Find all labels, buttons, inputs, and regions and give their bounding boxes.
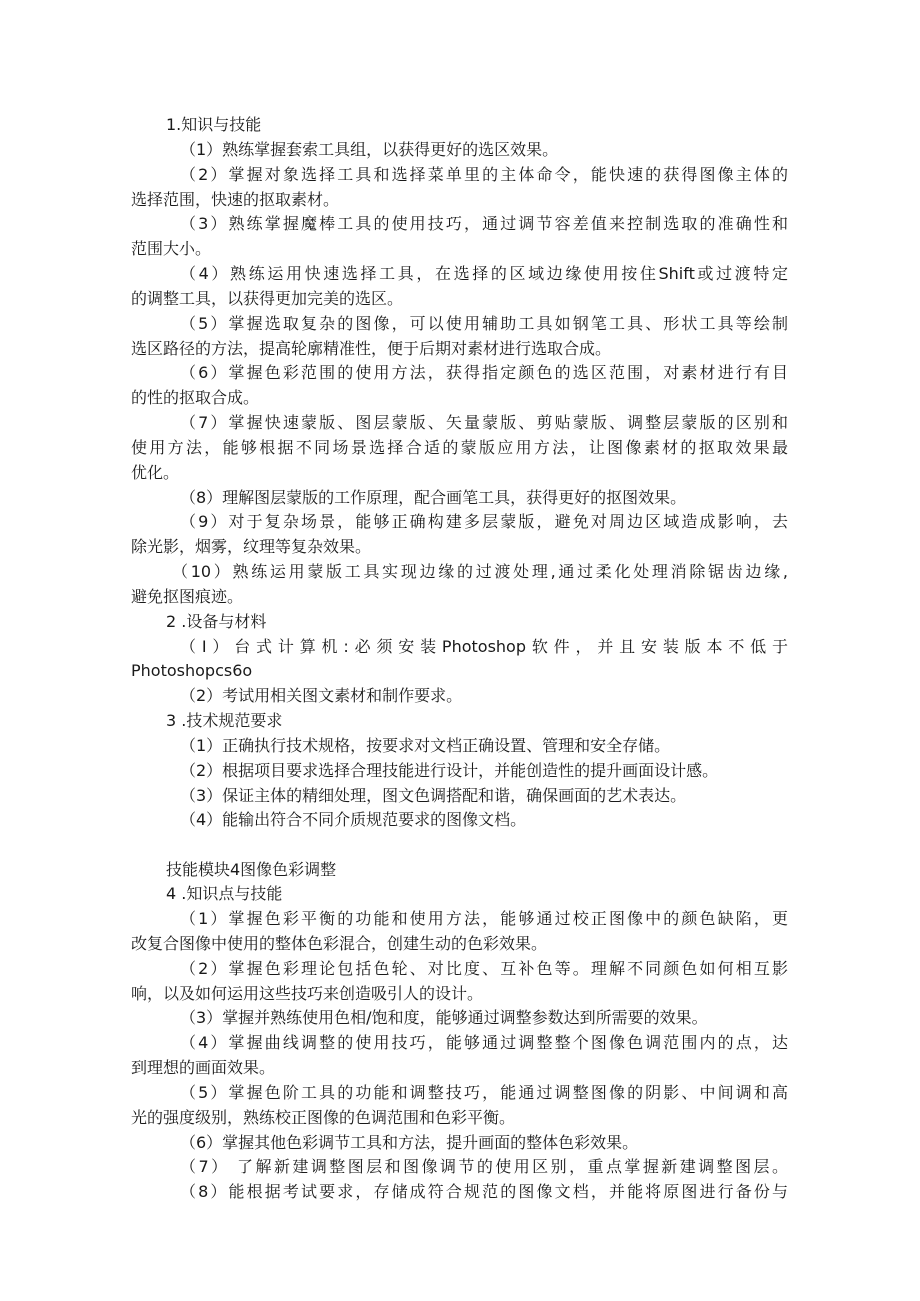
- paragraph-line: （1）掌握色彩平衡的功能和使用方法，能够通过校正图像中的颜色缺陷，更: [180, 909, 788, 928]
- heading-knowledge-points: 4 .知识点与技能: [166, 884, 283, 903]
- paragraph-line: 的调整工具，以获得更加完美的选区。: [131, 289, 404, 308]
- paragraph-line: （4）掌握曲线调整的使用技巧，能够通过调整整个图像色调范围内的点，达: [180, 1033, 788, 1052]
- paragraph-line: （2）考试用相关图文素材和制作要求。: [180, 686, 463, 705]
- paragraph-line: （1）正确执行技术规格，按要求对文档正确设置、管理和安全存储。: [180, 736, 671, 755]
- paragraph-line: （2）掌握色彩理论包括色轮、对比度、互补色等。理解不同颜色如何相互影: [180, 959, 788, 978]
- paragraph-line: （8）能根据考试要求，存储成符合规范的图像文档，并能将原图进行备份与: [180, 1182, 788, 1201]
- paragraph-line: 避免抠图痕迹。: [131, 587, 244, 606]
- heading-skill-module-4: 技能模块4图像色彩调整: [166, 860, 337, 879]
- paragraph-line: （6）掌握色彩范围的使用方法，获得指定颜色的选区范围，对素材进行有目: [180, 363, 788, 382]
- heading-knowledge-skills: 1.知识与技能: [166, 115, 262, 134]
- paragraph-line: 到理想的画面效果。: [131, 1058, 276, 1077]
- paragraph-line: 选区路径的方法，提高轮廓精准性，便于后期对素材进行选取合成。: [131, 339, 612, 358]
- paragraph-line: （1）熟练掌握套索工具组，以获得更好的选区效果。: [180, 140, 559, 159]
- heading-equipment-materials: 2 .设备与材料: [166, 612, 267, 631]
- paragraph-line: （3）掌握并熟练使用色相/饱和度，能够通过调整参数达到所需要的效果。: [180, 1008, 708, 1027]
- paragraph-line: （7） 了解新建调整图层和图像调节的使用区别，重点掌握新建调整图层。: [180, 1157, 788, 1176]
- paragraph-line: 选择范围，快速的抠取素材。: [131, 190, 340, 209]
- paragraph-line: 响，以及如何运用这些技巧来创造吸引人的设计。: [131, 984, 484, 1003]
- paragraph-line: （5）掌握选取复杂的图像，可以使用辅助工具如钢笔工具、形状工具等绘制: [180, 314, 788, 333]
- paragraph-line: （7）掌握快速蒙版、图层蒙版、矢量蒙版、剪贴蒙版、调整层蒙版的区别和: [180, 413, 788, 432]
- paragraph-line: （2）掌握对象选择工具和选择菜单里的主体命令，能快速的获得图像主体的: [180, 165, 788, 184]
- heading-technical-requirements: 3 .技术规范要求: [166, 711, 283, 730]
- paragraph-line: （10）熟练运用蒙版工具实现边缘的过渡处理,通过柔化处理消除锯齿边缘,: [172, 562, 788, 581]
- paragraph-line: （2）根据项目要求选择合理技能进行设计，并能创造性的提升画面设计感。: [180, 761, 719, 780]
- paragraph-line: （9）对于复杂场景，能够正确构建多层蒙版，避免对周边区域造成影响，去: [180, 512, 788, 531]
- paragraph-line: 光的强度级别，熟练校正图像的色调范围和色彩平衡。: [131, 1108, 516, 1127]
- paragraph-line: 使用方法，能够根据不同场景选择合适的蒙版应用方法，让图像素材的抠取效果最: [131, 438, 788, 457]
- paragraph-line: （4）熟练运用快速选择工具，在选择的区域边缘使用按住Shift或过渡特定: [180, 264, 788, 283]
- paragraph-line: 范围大小。: [131, 239, 212, 258]
- paragraph-line: （6）掌握其他色彩调节工具和方法，提升画面的整体色彩效果。: [180, 1133, 639, 1152]
- paragraph-line: （3）熟练掌握魔棒工具的使用技巧，通过调节容差值来控制选取的准确性和: [180, 214, 788, 233]
- paragraph-line: （I）台式计算机:必须安装Photoshop软件，并且安装版本不低于: [180, 637, 788, 656]
- paragraph-line: （5）掌握色阶工具的功能和调整技巧，能通过调整图像的阴影、中间调和高: [180, 1083, 788, 1102]
- paragraph-line: 除光影，烟雾，纹理等复杂效果。: [131, 537, 372, 556]
- paragraph-line: （4）能输出符合不同介质规范要求的图像文档。: [180, 810, 527, 829]
- paragraph-line: （3）保证主体的精细处理，图文色调搭配和谐，确保画面的艺术表达。: [180, 786, 687, 805]
- paragraph-line: （8）理解图层蒙版的工作原理，配合画笔工具，获得更好的抠图效果。: [180, 488, 687, 507]
- paragraph-line: 优化。: [131, 463, 180, 482]
- paragraph-line: 改复合图像中使用的整体色彩混合，创建生动的色彩效果。: [131, 934, 548, 953]
- paragraph-line: 的性的抠取合成。: [131, 388, 260, 407]
- paragraph-line: Photoshopcs6o: [131, 661, 253, 680]
